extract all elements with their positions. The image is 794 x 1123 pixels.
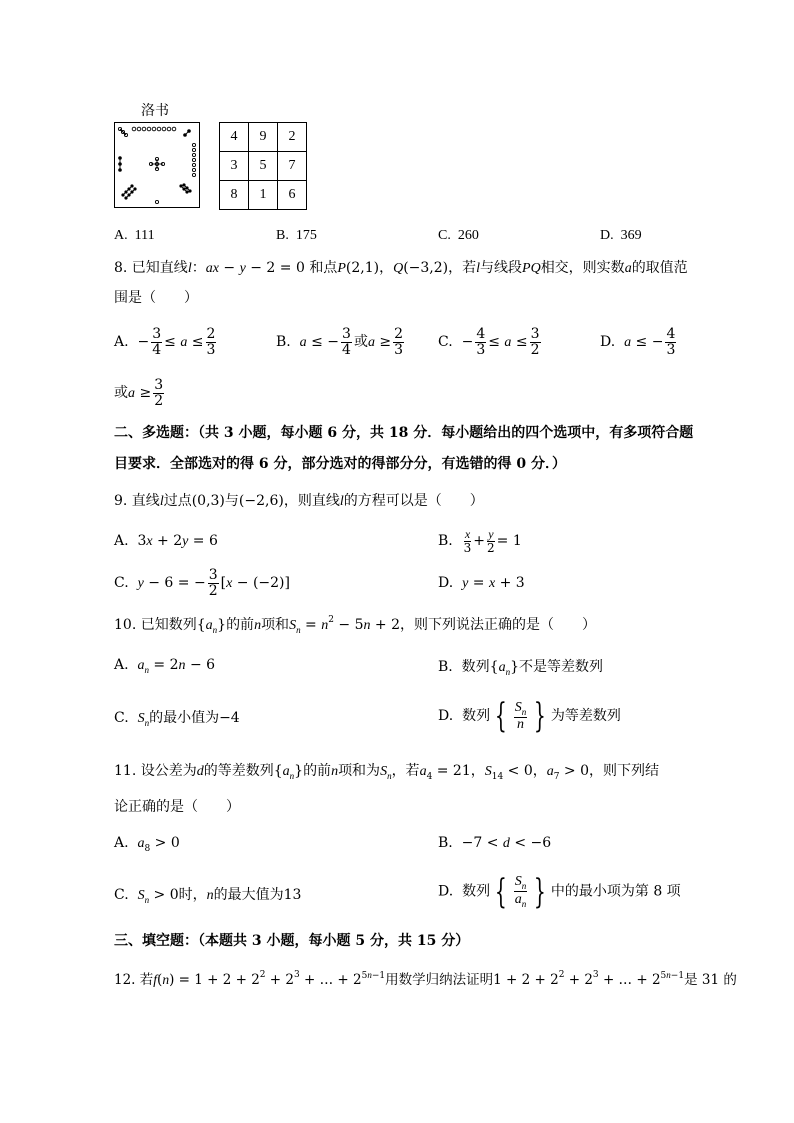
- magic-cell: 5: [249, 152, 278, 181]
- luoshu-diagram: [114, 122, 200, 208]
- q9-option-b: B. $\frac{x}{3}$ + $\frac{y}{2}$ = 1: [438, 527, 522, 555]
- q11-option-a: A. $a_8 > 0$: [114, 835, 180, 854]
- section2-heading-line2: 目要求．全部选对的得 6 分，部分选对的得部分分，有选错的得 0 分．）: [114, 456, 566, 472]
- q10-option-d: D. 数列 { $\frac{S_n}{n}$ } 为等差数列: [438, 696, 621, 736]
- q8-option-d-cont: 或a ≥ $\frac{3}{2}$: [114, 377, 164, 409]
- magic-square: [219, 122, 307, 210]
- q7-option-c: C. 260: [438, 228, 479, 243]
- magic-cell: 8: [220, 181, 249, 210]
- q9-option-c: C. y − 6 = − $\frac{3}{2}$ [x − (−2)]: [114, 567, 290, 599]
- q9-option-a: A. 3x + 2y = 6: [114, 533, 218, 549]
- q8-option-d: D. a ≤ − $\frac{4}{3}$: [600, 326, 676, 358]
- magic-cell: 1: [249, 181, 278, 210]
- q12-stem: 12. 若$f(n) = 1 + 2 + 2^2 + 2^3$ + … + $2^{5n-1}$用数学归纳法证明$1 + 2 + 2^2 + 2^3$ + … + $2^{5n-1}$是 31 的: [114, 970, 737, 988]
- q10-option-a: A. $a_n = 2n - 6$: [114, 657, 216, 675]
- q11-option-c: C. $S_n > 0$时，n的最大值为13: [114, 887, 302, 905]
- q8-stem-line2: 围是（ ）: [114, 290, 198, 306]
- luoshu-title: 洛书: [141, 103, 169, 119]
- q8-option-c: C. − $\frac{4}{3}$ ≤ a ≤ $\frac{3}{2}$: [438, 326, 540, 358]
- q11-stem: 11. 设公差为d的等差数列$\{a_n\}$的前n项和为$S_n$，若$a_4 = 21$，$S_{14} < 0$，$a_7 > 0$，则下列结: [114, 763, 660, 782]
- q11-stem-line2: 论正确的是（ ）: [114, 799, 240, 815]
- q9-option-d: D. y = x + 3: [438, 575, 525, 591]
- magic-cell: 9: [249, 123, 278, 152]
- magic-cell: 3: [220, 152, 249, 181]
- magic-cell: 4: [220, 123, 249, 152]
- magic-cell: 2: [278, 123, 307, 152]
- magic-cell: 6: [278, 181, 307, 210]
- q7-option-b: B. 175: [276, 228, 317, 243]
- q10-stem: 10. 已知数列$\{a_n\}$的前n项和$S_n = n^2 - 5n + 2$，则下列说法正确的是（ ）: [114, 615, 597, 635]
- q7-option-d: D. 369: [600, 228, 642, 243]
- section3-heading: 三、填空题：（本题共 3 小题，每小题 5 分，共 15 分）: [114, 933, 470, 949]
- q7-option-a: A. 111: [114, 228, 155, 243]
- q11-option-b: B. −7 < d < −6: [438, 835, 552, 851]
- section2-heading: 二、多选题：（共 3 小题，每小题 6 分，共 18 分．每小题给出的四个选项中，有多项符合题: [114, 425, 694, 441]
- magic-cell: 7: [278, 152, 307, 181]
- q8-option-b: B. a ≤ − $\frac{3}{4}$ 或a ≥ $\frac{2}{3}$: [276, 326, 404, 358]
- luoshu-dots-graphic: [115, 123, 199, 207]
- q11-option-d: D. 数列 { $\frac{S_n}{a_n}$ } 中的最小项为第 8 项: [438, 871, 681, 912]
- q10-option-c: C. $S_n$的最小值为−4: [114, 710, 240, 728]
- q10-option-b: B. 数列$\{a_n\}$不是等差数列: [438, 659, 603, 677]
- q8-stem: 8. 已知直线l：ax − y − 2 = 0 和点P(2,1)，Q(−3,2)，若l与线段PQ相交，则实数a的取值范: [114, 260, 688, 276]
- q9-stem: 9. 直线l过点(0,3)与(−2,6)，则直线l的方程可以是（ ）: [114, 493, 484, 509]
- q8-option-a: A. − $\frac{3}{4}$ ≤ a ≤ $\frac{2}{3}$: [114, 326, 216, 358]
